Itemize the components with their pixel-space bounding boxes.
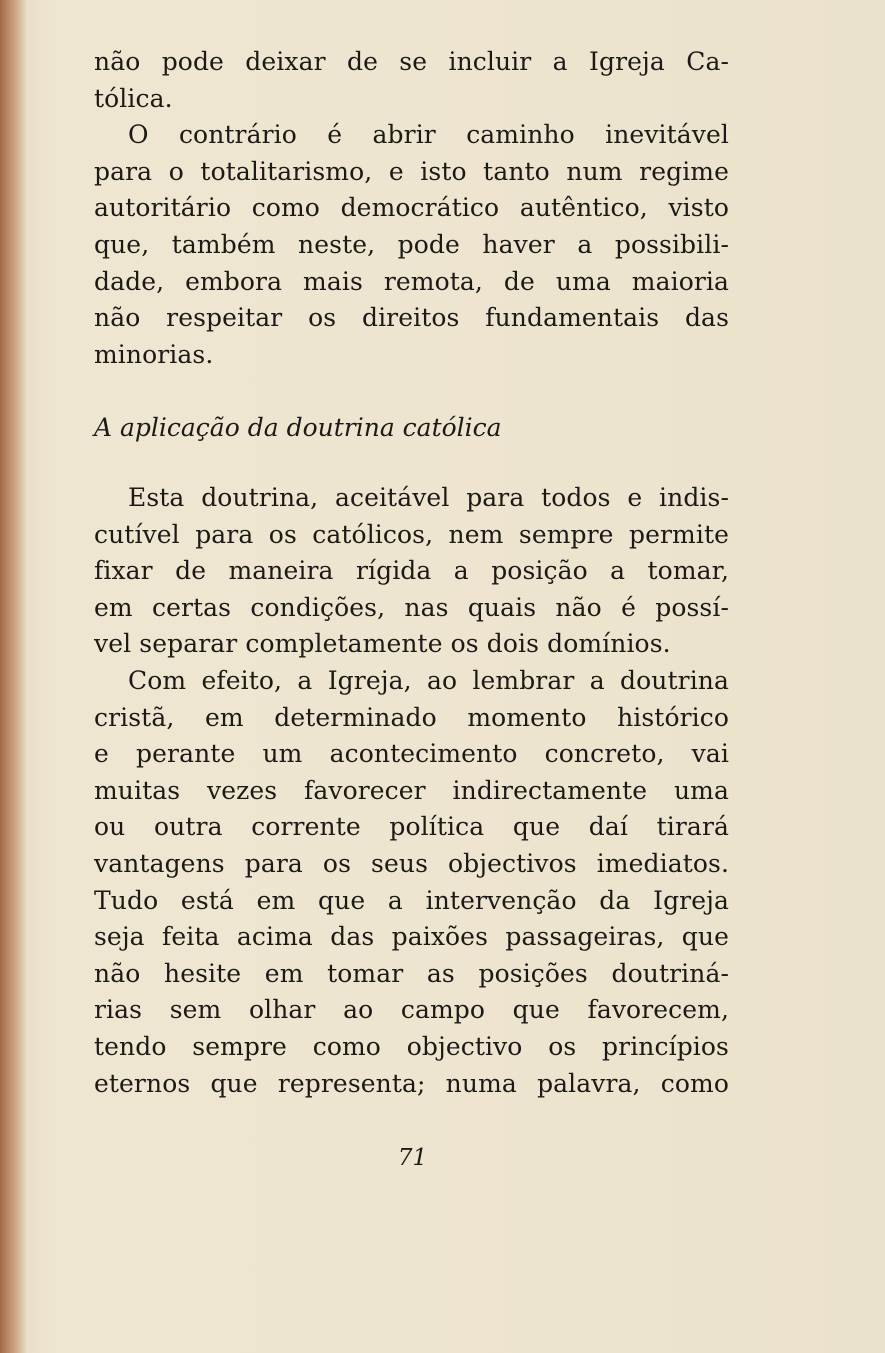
paragraph-2-line: minorias.	[94, 339, 214, 369]
paragraph-4-line: não hesite em tomar as posições doutriná-	[94, 958, 729, 988]
paragraph-4-line: ou outra corrente política que daí tirará	[94, 812, 729, 842]
page-number: 71	[397, 1145, 428, 1171]
section-heading: A aplicação da doutrina católica	[94, 413, 502, 442]
paragraph-4-line: vantagens para os seus objectivos imediatos.	[94, 848, 729, 878]
paragraph-2-line: para o totalitarismo, e isto tanto num regime	[94, 156, 729, 186]
paragraph-1-line: não pode deixar de se incluir a Igreja Ca-	[94, 47, 729, 76]
paragraph-4-line: Com efeito, a Igreja, ao lembrar a doutrina	[128, 665, 729, 695]
paragraph-3-line: em certas condições, nas quais não é possí-	[94, 592, 729, 622]
paragraph-2-line: que, também neste, pode haver a possibili-	[94, 229, 729, 259]
paragraph-1-line: tólica.	[94, 83, 173, 113]
paragraph-3-line: Esta doutrina, aceitável para todos e indis-	[128, 483, 729, 512]
text-block-bottom	[94, 480, 729, 1102]
paragraph-3-line: cutível para os católicos, nem sempre permite	[94, 519, 729, 549]
paragraph-4-line: tendo sempre como objectivo os princípios	[94, 1031, 729, 1061]
paragraph-4-line: eternos que representa; numa palavra, como	[94, 1068, 729, 1098]
text-block-top	[94, 44, 729, 373]
paragraph-3-line: fixar de maneira rígida a posição a tomar,	[94, 556, 729, 586]
paragraph-3-line: vel separar completamente os dois domínios.	[94, 629, 671, 659]
paragraph-4-line: e perante um acontecimento concreto, vai	[94, 739, 729, 769]
paragraph-4-line: rias sem olhar ao campo que favorecem,	[94, 995, 729, 1025]
paragraph-2-line: autoritário como democrático autêntico, visto	[94, 193, 729, 223]
paragraph-4-line: seja feita acima das paixões passageiras, que	[94, 922, 729, 952]
paragraph-2-line: não respeitar os direitos fundamentais das	[94, 303, 729, 333]
paragraph-4-line: cristã, em determinado momento histórico	[94, 702, 729, 732]
paragraph-2-line: O contrário é abrir caminho inevitável	[128, 120, 729, 150]
paragraph-4-line: muitas vezes favorecer indirectamente uma	[94, 775, 729, 805]
paragraph-2-line: dade, embora mais remota, de uma maioria	[94, 266, 729, 296]
paragraph-4-line: Tudo está em que a intervenção da Igreja	[94, 885, 729, 915]
